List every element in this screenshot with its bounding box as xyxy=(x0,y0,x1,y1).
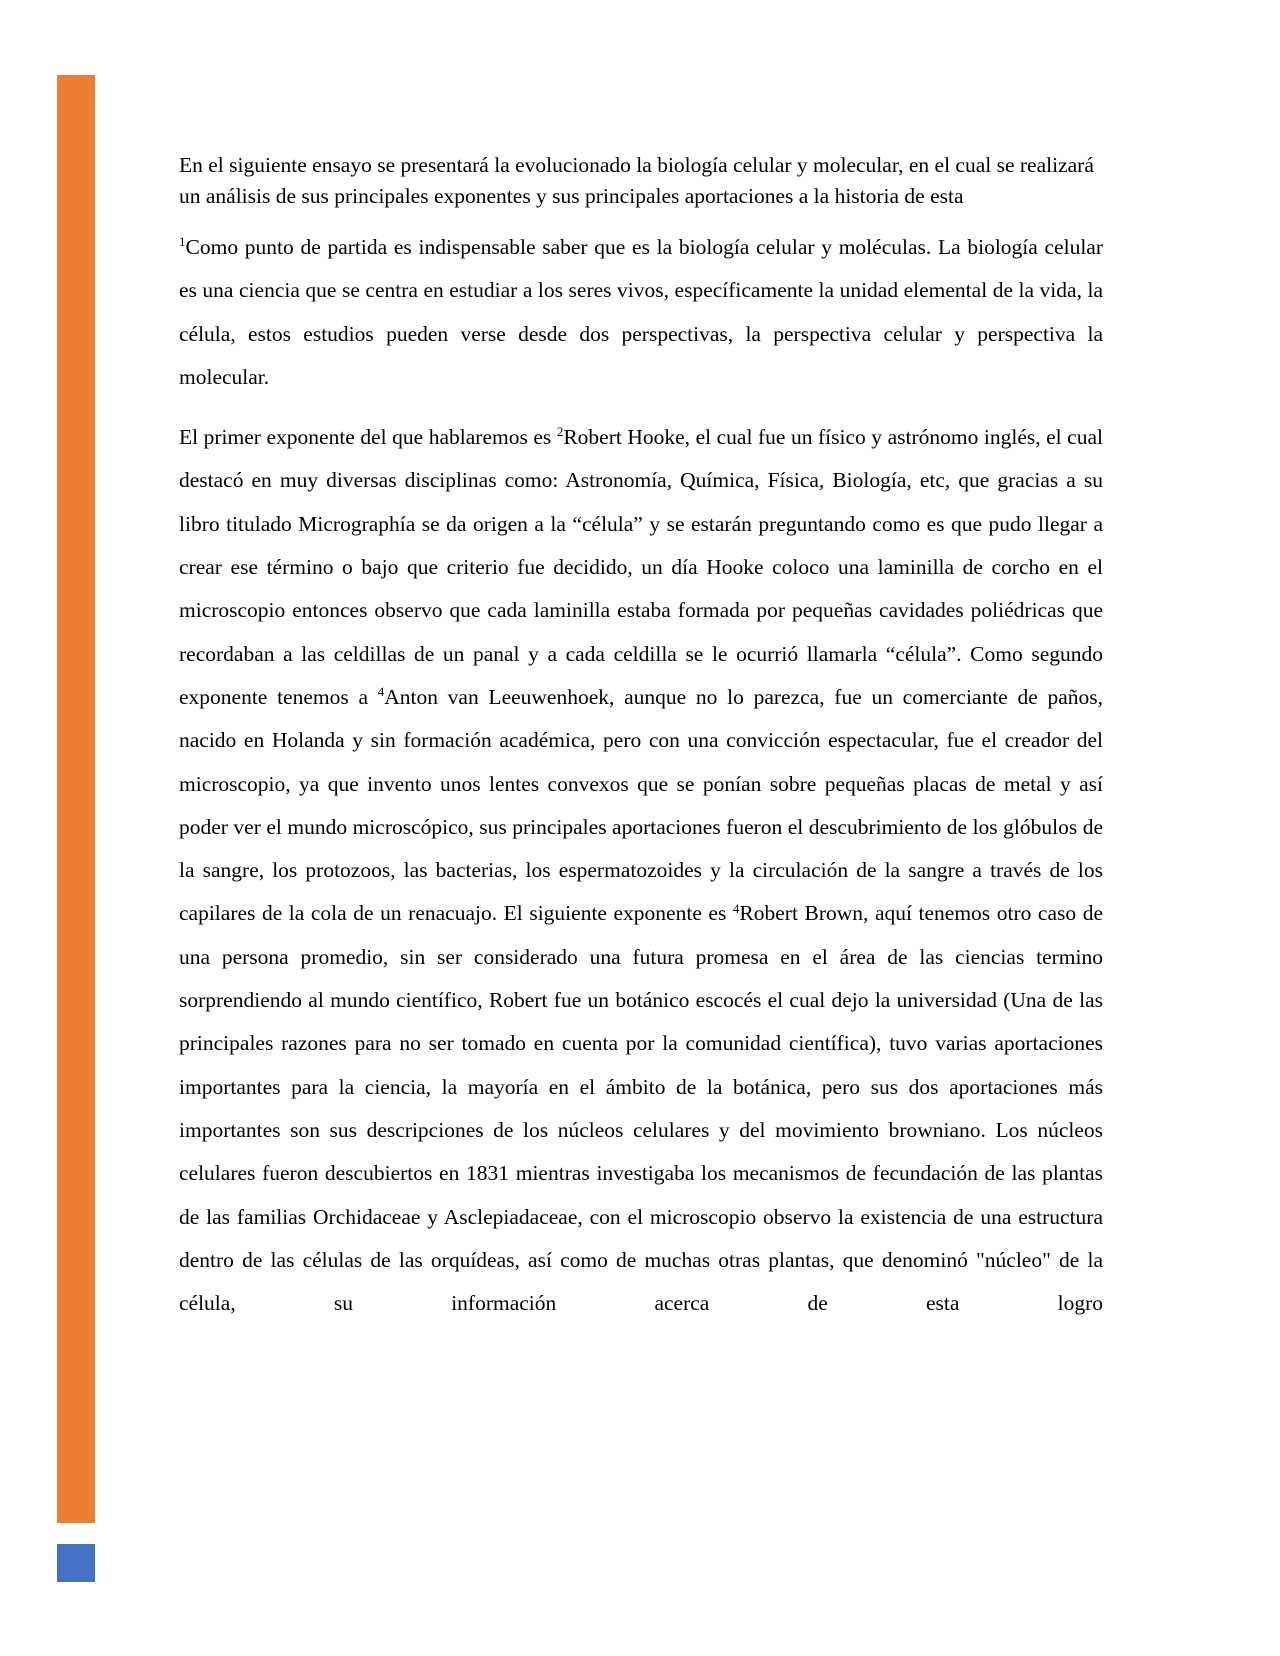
footnote-ref-2[interactable]: 2 xyxy=(556,424,564,440)
orange-sidebar-bar xyxy=(57,75,95,1523)
exponents-text-3: Anton van Leeuwenhoek, aunque no lo parezca, fue un comerciante de paños, nacido en Holanda y sin formación académica, pero con una convicción espectacular, fue el creador del microscopio, ya que invento unos lentes convexos que se ponían sobre pequeñas placas de metal y así poder ver el mundo microscópico, sus principales aportaciones fueron el descubrimiento de los glóbulos de la sangre, los protozoos, las bacterias, los espermatozoides y la circulación de la sangre a través de los capilares de la cola de un renacuajo. El siguiente exponente es xyxy=(179,684,1103,926)
exponents-text-1: El primer exponente del que hablaremos es xyxy=(179,425,557,450)
footnote-ref-4a[interactable]: 4 xyxy=(377,684,385,700)
definition-text: Como punto de partida es indispensable saber que es la biología celular y moléculas. La biología celular es una ciencia que se centra en estudiar a los seres vivos, específicamente la unidad elemental de la vida, la célula, estos estudios pueden verse desde dos perspectivas, la perspectiva celular y perspectiva la molecular. xyxy=(179,235,1103,389)
blue-corner-block xyxy=(57,1544,95,1582)
exponents-text-2: Robert Hooke, el cual fue un físico y astrónomo inglés, el cual destacó en muy diversas disciplinas como: Astronomía, Química, Física, Biología, etc, que gracias a su libro titulado Micrographía se da origen a la “célula” y se estarán preguntando como es que pudo llegar a crear ese término o bajo que criterio fue decidido, un día Hooke coloco una laminilla de corcho en el microscopio entonces observo que cada laminilla estaba formada por pequeñas cavidades poliédricas que recordaban a las celdillas de un panal y a cada celdilla se le ocurrió llamarla “célula”. Como segundo exponente tenemos a xyxy=(179,425,1103,709)
footnote-ref-4b[interactable]: 4 xyxy=(732,900,740,916)
footnote-ref-1[interactable]: 1 xyxy=(179,234,186,250)
exponents-text-4: Robert Brown, aquí tenemos otro caso de una persona promedio, sin ser considerado una futura promesa en el área de las ciencias termino sorprendiendo al mundo científico, Robert fue un botánico escocés el cual dejo la universidad (Una de las principales razones para no ser tomado en cuenta por la comunidad científica), tuvo varias aportaciones importantes para la ciencia, la mayoría en el ámbito de la botánica, pero sus dos aportaciones más importantes son sus descripciones de los núcleos celulares y del movimiento browniano. Los núcleos celulares fueron descubiertos en 1831 mientras investigaba los mecanismos de fecundación de las plantas de las familias Orchidaceae y Asclepiadaceae, con el microscopio observo la existencia de una estructura dentro de las células de las orquídeas, así como de muchas otras plantas, que denominó "núcleo" de la célula, su información acerca de esta logro xyxy=(179,901,1103,1316)
exponents-paragraph xyxy=(179,416,1103,1325)
intro-paragraph: En el siguiente ensayo se presentará la evolucionado la biología celular y molecular, en el cual se realizará un análisis de sus principales exponentes y sus principales aportaciones a la historia de esta xyxy=(179,153,1094,208)
document-body xyxy=(179,150,1103,1325)
definition-paragraph xyxy=(179,226,1103,399)
